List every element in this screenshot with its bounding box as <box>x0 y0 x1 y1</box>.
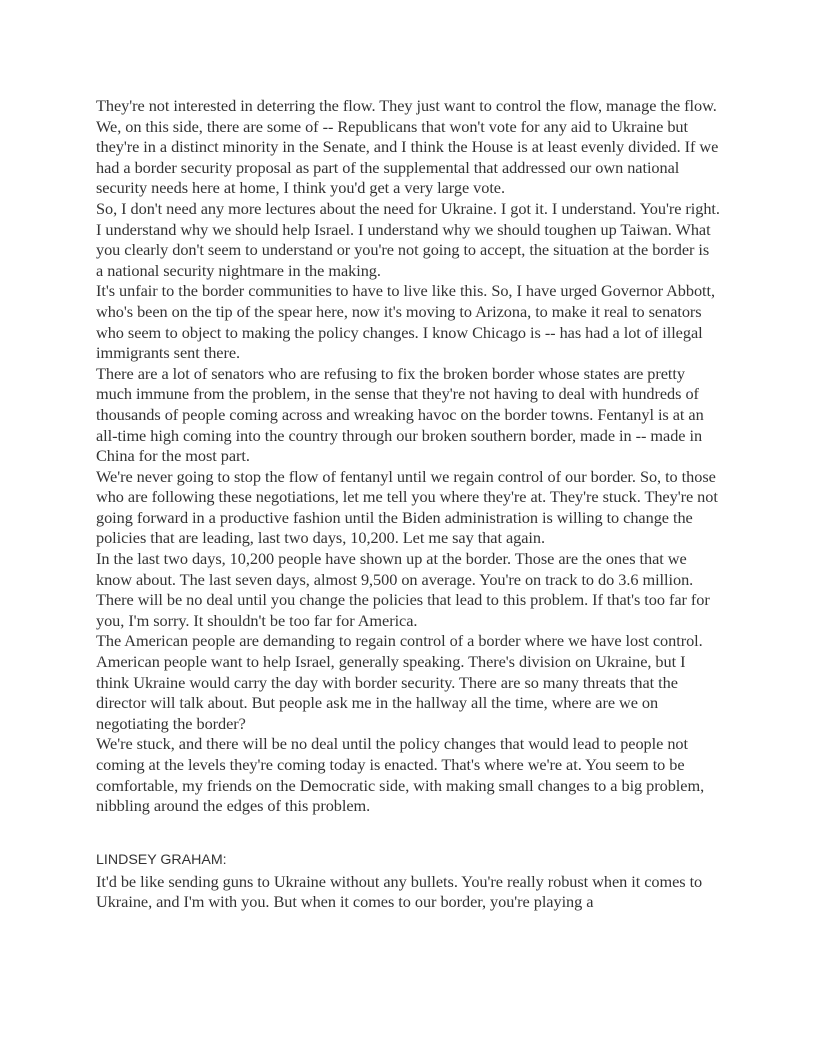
paragraph-2: So, I don't need any more lectures about the need for Ukraine. I got it. I understand. You're right. I understand why we should help Israel. I understand why we should toughen up Taiwan. What you clearly don't seem to understand or you're not going to accept, the situation at the border is a national security nightmare in the making. <box>96 198 720 280</box>
paragraph-1: They're not interested in deterring the flow. They just want to control the flow, manage the flow. We, on this side, there are some of -- Republicans that won't vote for any aid to Ukraine but they're in a distinct minority in the Senate, and I think the House is at least evenly divided. If we had a border security proposal as part of the supplemental that addressed our own national security needs here at home, I think you'd get a very large vote. <box>96 96 719 198</box>
paragraph-8: We're stuck, and there will be no deal until the policy changes that would lead to people not coming at the levels they're coming today is enacted. That's where we're at. You seem to be comfortable, my friends on the Democratic side, with making small changes to a big problem, nibbling around the edges of this problem. <box>96 734 705 816</box>
paragraph-5: We're never going to stop the flow of fentanyl until we regain control of our border. So, to those who are following these negotiations, let me tell you where they're at. They're stuck. They're not going forward in a productive fashion until the Biden administration is willing to change the policies that are leading, last two days, 10,200. Let me say that again. <box>96 466 718 548</box>
paragraph-7: The American people are demanding to regain control of a border where we have lost control. American people want to help Israel, generally speaking. There's division on Ukraine, but I think Ukraine would carry the day with border security. There are so many threats that the director will talk about. But people ask me in the hallway all the time, where are we on negotiating the border? <box>96 631 703 733</box>
paragraph-3: It's unfair to the border communities to have to live like this. So, I have urged Governor Abbott, who's been on the tip of the spear here, now it's moving to Arizona, to make it real to senators who seem to object to making the policy changes. I know Chicago is -- has had a lot of illegal immigrants sent there. <box>96 281 716 363</box>
speaker-paragraph: It'd be like sending guns to Ukraine without any bullets. You're really robust when it comes to Ukraine, and I'm with you. But when it comes to our border, you're playing a <box>96 871 703 912</box>
paragraph-4: There are a lot of senators who are refusing to fix the broken border whose states are pretty much immune from the problem, in the sense that they're not having to deal with hundreds of thousands of people coming across and wreaking havoc on the border towns. Fentanyl is at an all-time high coming into the country through our broken southern border, made in -- made in China for the most part. <box>96 363 704 466</box>
speaker-label: LINDSEY GRAHAM: <box>96 851 227 868</box>
section-gap <box>96 817 720 851</box>
paragraph-6: In the last two days, 10,200 people have shown up at the border. Those are the ones that we know about. The last seven days, almost 9,500 on average. You're on track to do 3.6 million. There will be no deal until you change the policies that lead to this problem. If that's too far for you, I'm sorry. It shouldn't be too far for America. <box>96 549 710 630</box>
transcript-page <box>96 96 720 913</box>
